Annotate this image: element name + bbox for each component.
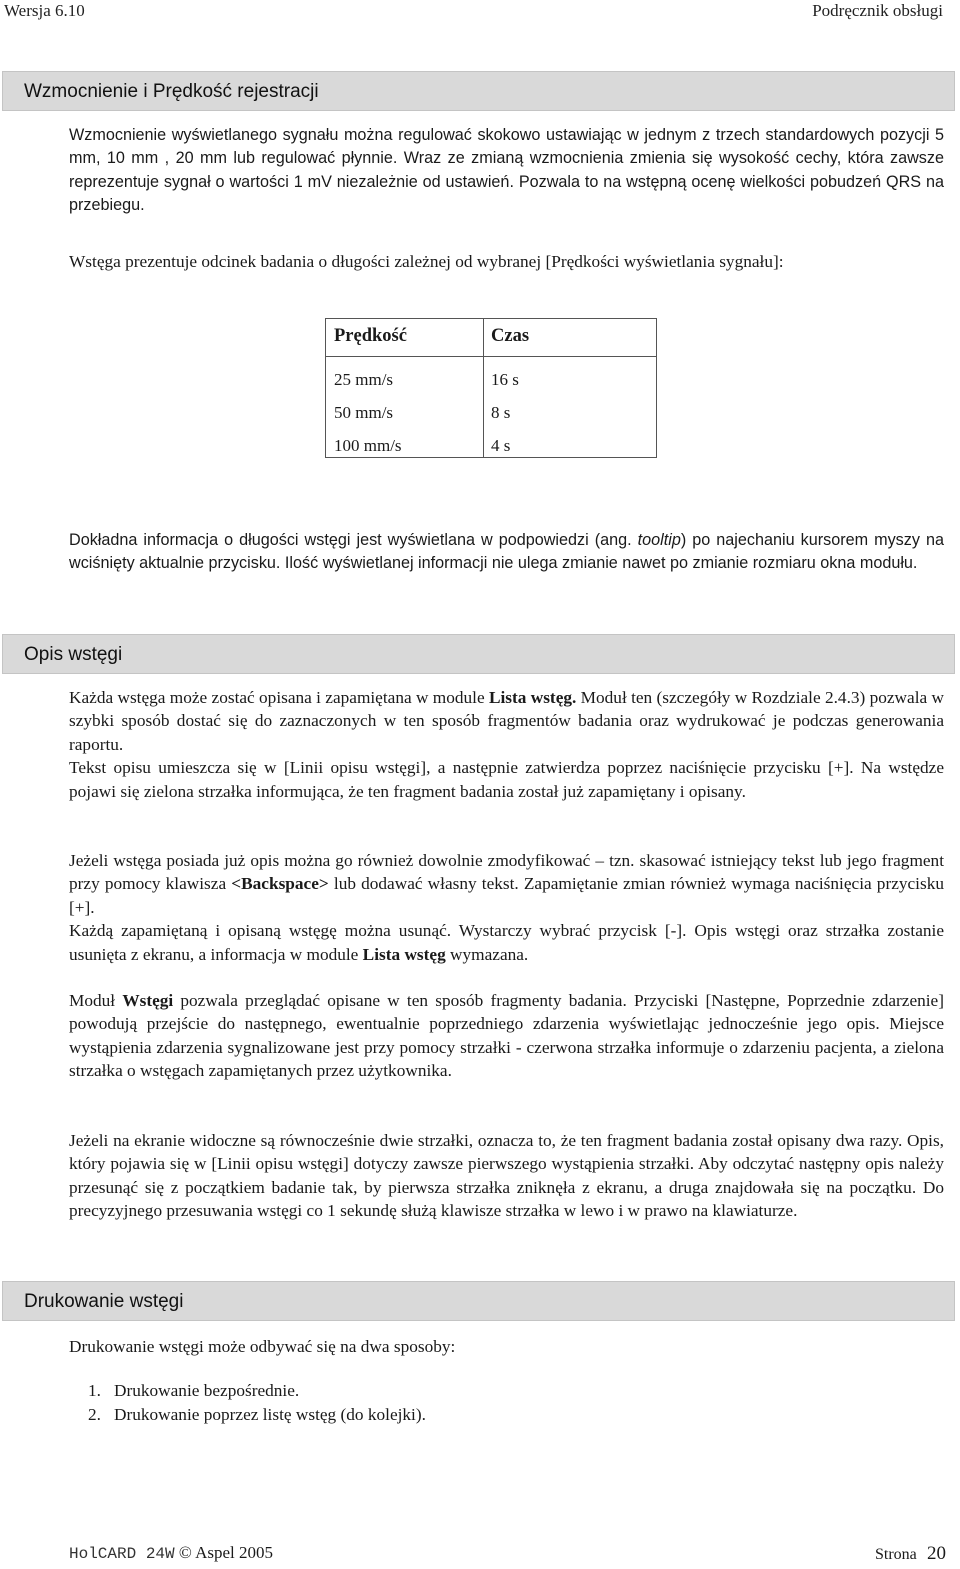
text-run: ) po najechaniu kursorem myszy na wciśnięty aktualnie przycisku. Ilość wyświetlanej informacji nie ulega zmianie nawet po zmianie rozmiaru okna modułu. <box>69 531 944 573</box>
manual-title: Podręcznik obsługi <box>812 1 943 20</box>
page-label: Strona <box>874 1546 917 1563</box>
table-divider <box>483 319 484 457</box>
list-text: Drukowanie poprzez listę wstęg (do kolejki). <box>114 1405 426 1424</box>
table-cell: 25 mm/s <box>334 370 394 389</box>
page-header <box>0 0 960 24</box>
table-cell: 8 s <box>491 403 511 422</box>
section-heading-printing <box>2 1281 955 1321</box>
copyright: © Aspel 2005 <box>178 1543 274 1562</box>
list-item <box>88 1405 426 1425</box>
section-title: Drukowanie wstęgi <box>24 1291 184 1312</box>
paragraph-tooltip <box>69 529 944 576</box>
product-name: HolCARD 24W <box>69 1545 175 1563</box>
text-run: Moduł ten (szczegóły w Rozdziale 2.4.3) pozwala w szybki sposób dostać się do zaznaczonych w ten sposób fragmentów badania oraz wydrukować je podczas generowania raportu. <box>69 688 944 754</box>
list-text: Drukowanie bezpośrednie. <box>114 1381 300 1400</box>
text-run: pozwala przeglądać opisane w ten sposób fragmenty badania. Przyciski [Następne, Poprzednie zdarzenie] powodują przejście do następnego, ewentualnie poprzedniego zdarzenia wyświetlając jednocześnie jego opis. Miejsce wystąpienia zdarzenia sygnalizowane jest przy pomocy strzałki - czerwona strzałka informuje o zdarzeniu pacjenta, a zielona strzałka o wstęgach zapamiętanych przez użytkownika. <box>69 991 944 1081</box>
paragraph-printing-intro: Drukowanie wstęgi może odbywać się na dwa sposoby: <box>69 1337 456 1356</box>
speed-time-table <box>325 318 657 458</box>
paragraph-modify-description <box>69 849 944 966</box>
paragraph-gain: Wzmocnienie wyświetlanego sygnału można regulować skokowo ustawiając w jednym z trzech standardowych pozycji 5 mm, 10 mm , 20 mm lub regulować płynnie. Wraz ze zmianą wzmocnienia zmienia się wysokość cechy, która zawsze reprezentuje sygnał o wartości 1 mV niezależnie od ustawień. Pozwala to na wstępną ocenę wielkości pobudzeń QRS na przebiegu. <box>69 126 944 215</box>
text-run: Każda wstęga może zostać opisana i zapamiętana w module <box>69 688 489 707</box>
paragraph-strip-length: Wstęga prezentuje odcinek badania o długości zależnej od wybranej [Prędkości wyświetlania sygnału]: <box>69 252 784 271</box>
list-item <box>88 1381 299 1401</box>
version-label: Wersja 6.10 <box>4 1 85 20</box>
section-title: Wzmocnienie i Prędkość rejestracji <box>24 81 319 102</box>
paragraph-strip-list <box>69 686 944 803</box>
table-cell: 16 s <box>491 370 519 389</box>
text-run: Tekst opisu umieszcza się w [Linii opisu wstęgi], a następnie zatwierdza poprzez naciśnięcie przycisku [+]. Na wstędze pojawi się zielona strzałka informująca, że ten fragment badania został już zapamiętany i opisany. <box>69 758 944 801</box>
page-footer <box>69 1543 946 1563</box>
text-run: lub dodawać własny tekst. Zapamiętanie zmian również wymaga naciśnięcia przycisku [+]. <box>69 874 944 917</box>
paragraph-two-arrows: Jeżeli na ekranie widoczne są równocześnie dwie strzałki, oznacza to, że ten fragment badania został opisany dwa razy. Opis, który pojawia się w [Linii opisu wstęgi] dotyczy zawsze pierwszego wystąpienia strzałki. Aby odczytać następny opis należy przesunąć się z początkiem badanie tak, by pierwsza strzałka zniknęła z ekranu, a druga znajdowała się na początku. Do precyzyjnego przesuwania wstęgi co 1 sekundę służą klawisze strzałka w lewo i w prawo na klawiaturze. <box>69 1131 944 1221</box>
text-run: Dokładna informacja o długości wstęgi jest wyświetlana w podpowiedzi (ang. <box>69 531 638 549</box>
table-header-speed: Prędkość <box>334 326 407 346</box>
table-cell: 100 mm/s <box>334 436 402 455</box>
text-run-bold: Wstęgi <box>122 991 174 1010</box>
list-number: 1. <box>88 1381 101 1400</box>
page-number: 20 <box>927 1543 946 1564</box>
text-run: Każdą zapamiętaną i opisaną wstęgę można usunąć. Wystarczy wybrać przycisk [-]. Opis wstęgi oraz strzałka zostanie usunięta z ekranu, a informacja w module <box>69 921 944 964</box>
text-run: wymazana. <box>445 944 529 964</box>
list-number: 2. <box>88 1405 101 1424</box>
table-cell: 50 mm/s <box>334 403 394 422</box>
page-number-block <box>875 1543 946 1565</box>
table-header-time: Czas <box>491 326 530 346</box>
section-heading-gain-speed <box>2 71 955 111</box>
text-run-bold: Lista wstęg <box>362 944 446 964</box>
paragraph-strips-module <box>69 989 944 1083</box>
table-cell: 4 s <box>491 436 511 455</box>
section-title: Opis wstęgi <box>24 644 123 665</box>
text-run-bold: Lista wstęg. <box>488 688 577 707</box>
text-run: Moduł <box>69 991 123 1010</box>
text-run-italic: tooltip <box>637 531 681 549</box>
text-run-bold: <Backspace> <box>231 874 329 894</box>
section-heading-strip-description <box>2 634 955 674</box>
text-run: Jeżeli wstęga posiada już opis można go również dowolnie zmodyfikować – tzn. skasować istniejący tekst lub jego fragment przy pomocy klawisza <box>69 851 944 894</box>
